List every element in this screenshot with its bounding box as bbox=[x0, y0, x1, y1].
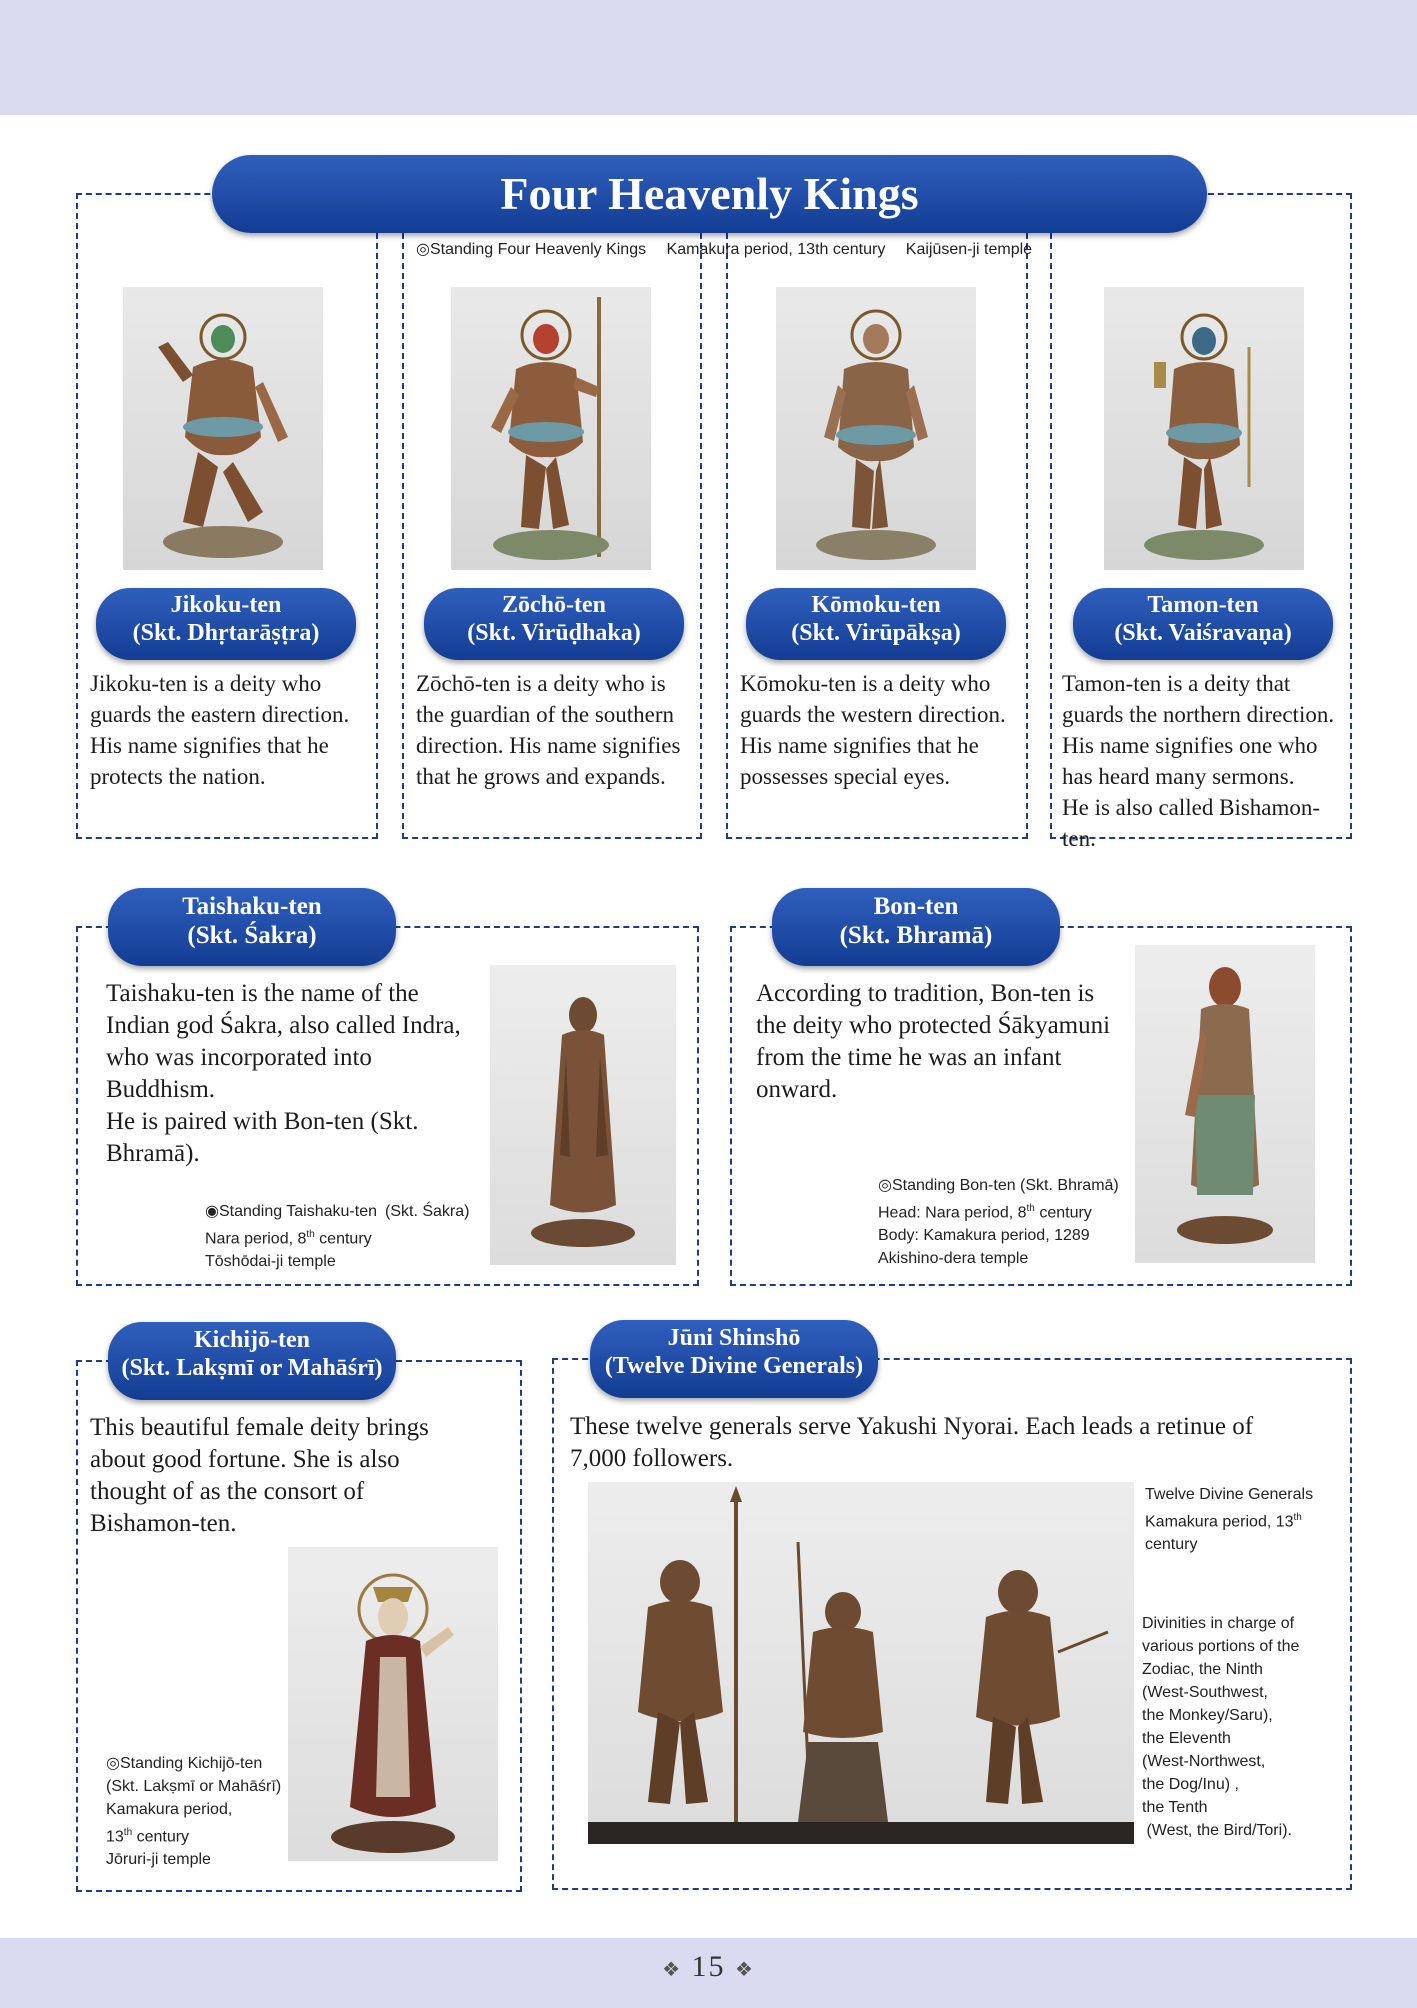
description-kichijo: This beautiful female deity brings about good fortune. She is also thought of as the consort of Bishamon-ten. bbox=[90, 1414, 429, 1537]
deity-name: Taishaku-ten bbox=[182, 893, 322, 920]
deity-name: Tamon-ten bbox=[1147, 592, 1259, 618]
caption-juni-line3: century bbox=[1145, 1536, 1198, 1554]
description-komoku: Kōmoku-ten is a deity who guards the western direction. His name signifies that he possesses special eyes. bbox=[740, 671, 1006, 789]
top-band bbox=[0, 0, 1417, 115]
divinities-line: the Eleventh bbox=[1142, 1730, 1231, 1747]
caption-bonten-line2: Head: Nara period, 8th century bbox=[878, 1203, 1092, 1222]
description-tamon-extra: He is also called Bishamon-ten. bbox=[1062, 795, 1321, 851]
caption-kichijo-line2: (Skt. Lakṣmī or Mahāśrī) bbox=[106, 1778, 282, 1795]
caption-kichijo bbox=[106, 1752, 306, 1871]
deity-subtitle: (Twelve Divine Generals) bbox=[604, 1352, 864, 1379]
caption-taishaku-line1: ◉Standing Taishaku-ten (Skt. Śakra) bbox=[205, 1203, 470, 1220]
description-zocho: Zōchō-ten is a deity who is the guardian of the southern direction. His name signifies that he grows and expands. bbox=[416, 671, 681, 789]
deity-sanskrit: (Skt. Virūpākṣa) bbox=[791, 619, 961, 646]
description-tamon-main: Tamon-ten is a deity that guards the northern direction. His name signifies one who has heard many sermons. bbox=[1062, 671, 1335, 789]
deity-name: Kōmoku-ten bbox=[811, 592, 941, 618]
divinities-line: the Tenth bbox=[1142, 1799, 1208, 1816]
divinities-line: (West-Southwest, bbox=[1142, 1684, 1268, 1701]
statue-photo-bonten bbox=[1135, 945, 1315, 1263]
name-pill-jikoku bbox=[96, 588, 356, 660]
deity-sanskrit: (Skt. Vaiśravaṇa) bbox=[1114, 619, 1292, 646]
description-taishaku bbox=[106, 978, 476, 1170]
divinities-line: Divinities in charge of bbox=[1142, 1615, 1295, 1632]
ornament-icon: ❖ bbox=[662, 1959, 682, 1981]
deity-sanskrit: (Skt. Bhramā) bbox=[839, 921, 993, 949]
statue-photo-zocho bbox=[451, 287, 651, 570]
name-pill-bonten bbox=[772, 888, 1060, 966]
description-taishaku-extra: He is paired with Bon-ten (Skt. Bhramā). bbox=[106, 1108, 419, 1167]
caption-kichijo-line1: ◎Standing Kichijō-ten bbox=[106, 1755, 263, 1772]
group-caption: ◎Standing Four Heavenly Kings Kamakura period, 13th century Kaijūsen-ji temple bbox=[416, 241, 1033, 258]
statue-photo-jikoku bbox=[123, 287, 323, 570]
divinities-line: various portions of the bbox=[1142, 1638, 1300, 1655]
name-pill-kichijo bbox=[108, 1322, 396, 1400]
name-pill-juni bbox=[590, 1320, 878, 1398]
description-juni: These twelve generals serve Yakushi Nyorai. Each leads a retinue of 7,000 followers. bbox=[570, 1413, 1254, 1472]
caption-taishaku bbox=[205, 1200, 505, 1273]
caption-kichijo-line3: Kamakura period, bbox=[106, 1801, 233, 1818]
caption-juni-line2: Kamakura period, 13th bbox=[1145, 1512, 1302, 1531]
deity-sanskrit: (Skt. Śakra) bbox=[187, 921, 317, 949]
caption-bonten bbox=[878, 1174, 1148, 1270]
caption-bonten-line3: Body: Kamakura period, 1289 bbox=[878, 1227, 1090, 1245]
name-pill-zocho bbox=[424, 588, 684, 660]
description-taishaku-main: Taishaku-ten is the name of the Indian god Śakra, also called Indra, who was incorporated into Buddhism. bbox=[106, 980, 461, 1103]
caption-juni-line1: Twelve Divine Generals bbox=[1145, 1486, 1314, 1503]
caption-juni bbox=[1145, 1483, 1345, 1556]
statue-photo-juni bbox=[588, 1482, 1134, 1844]
deity-name: Jūni Shinshō bbox=[667, 1325, 801, 1351]
deity-sanskrit: (Skt. Virūḍhaka) bbox=[467, 619, 641, 646]
deity-sanskrit: (Skt. Dhṛtarāṣṭra) bbox=[132, 619, 320, 646]
ornament-icon: ❖ bbox=[735, 1959, 755, 1981]
name-pill-tamon bbox=[1073, 588, 1333, 660]
divinities-line: the Monkey/Saru), bbox=[1142, 1707, 1273, 1724]
statue-photo-taishaku bbox=[490, 965, 676, 1265]
deity-name: Kichijō-ten bbox=[194, 1327, 310, 1353]
divinities-line: (West-Northwest, bbox=[1142, 1753, 1266, 1770]
statue-photo-tamon bbox=[1104, 287, 1304, 570]
name-pill-komoku bbox=[746, 588, 1006, 660]
caption-taishaku-line2: Nara period, 8th century bbox=[205, 1229, 372, 1248]
divinities-line: (West, the Bird/Tori). bbox=[1142, 1822, 1292, 1839]
page-number-value: 15 bbox=[691, 1950, 726, 1983]
statue-photo-komoku bbox=[776, 287, 976, 570]
caption-bonten-line4: Akishino-dera temple bbox=[878, 1250, 1029, 1268]
caption-kichijo-line4: 13th century bbox=[106, 1827, 190, 1846]
description-tamon bbox=[1062, 668, 1350, 854]
page-number bbox=[0, 1950, 1417, 1984]
caption-kichijo-line5: Jōruri-ji temple bbox=[106, 1851, 211, 1869]
divinities-line: Zodiac, the Ninth bbox=[1142, 1661, 1263, 1678]
deity-name: Bon-ten bbox=[873, 893, 959, 920]
description-jikoku: Jikoku-ten is a deity who guards the eastern direction. His name signifies that he protects the nation. bbox=[90, 671, 350, 789]
name-pill-taishaku bbox=[108, 888, 396, 966]
statue-photo-kichijo bbox=[288, 1547, 498, 1861]
deity-sanskrit: (Skt. Lakṣmī or Mahāśrī) bbox=[121, 1354, 383, 1381]
caption-taishaku-line3: Tōshōdai-ji temple bbox=[205, 1253, 336, 1271]
divinities-line: the Dog/Inu) , bbox=[1142, 1776, 1239, 1793]
caption-juni-divinities bbox=[1142, 1612, 1347, 1842]
deity-name: Zōchō-ten bbox=[502, 592, 606, 618]
deity-name: Jikoku-ten bbox=[170, 592, 282, 618]
section-title: Four Heavenly Kings bbox=[212, 155, 1207, 233]
caption-bonten-line1: ◎Standing Bon-ten (Skt. Bhramā) bbox=[878, 1177, 1119, 1194]
description-bonten: According to tradition, Bon-ten is the deity who protected Śākyamuni from the time he was an infant onward. bbox=[756, 980, 1111, 1103]
